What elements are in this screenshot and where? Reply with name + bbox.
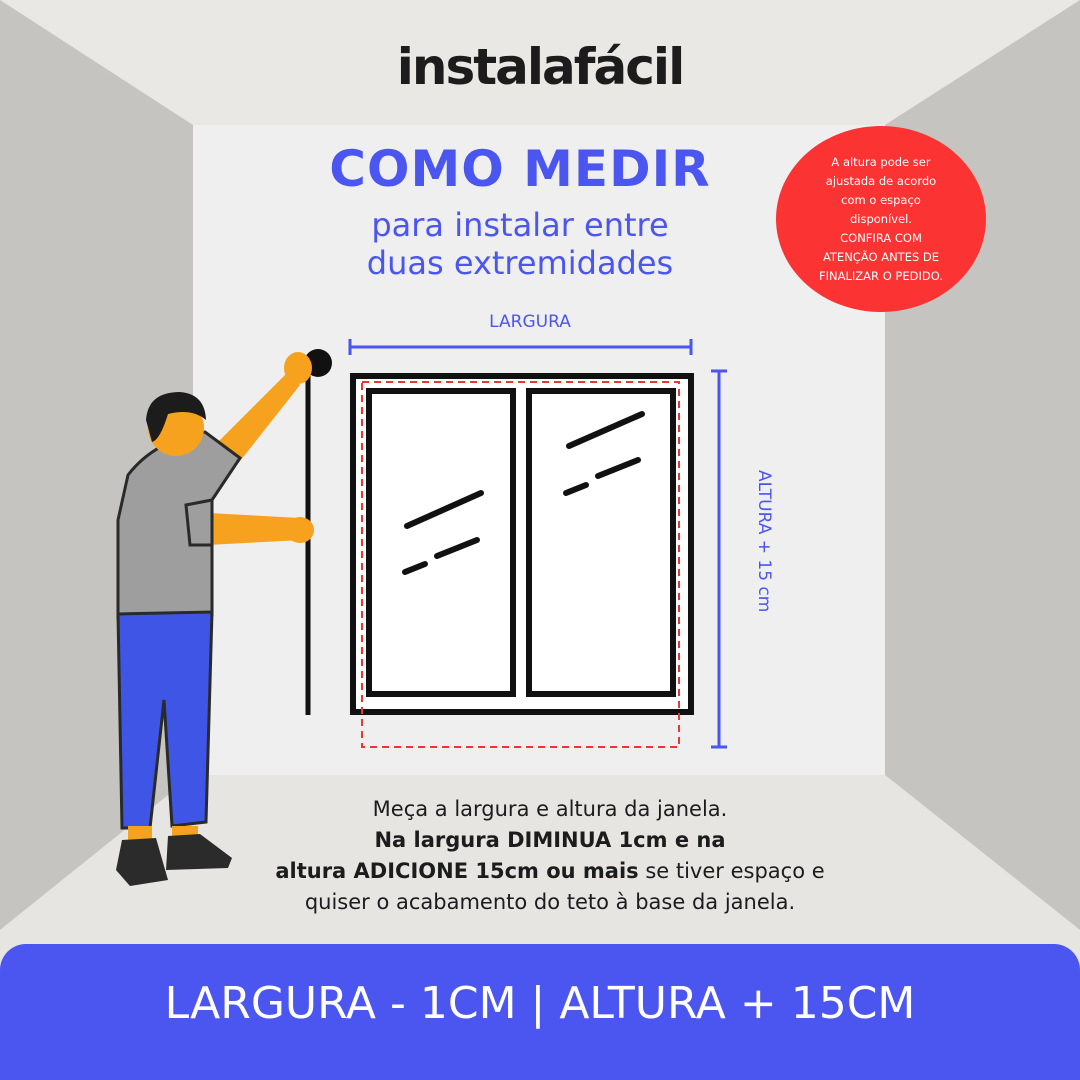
raised-hand — [284, 352, 312, 384]
page-subtitle — [290, 206, 750, 282]
instructions-text — [230, 794, 870, 918]
instruction-line — [230, 825, 870, 856]
instruction-line: quiser o acabamento do teto à base da janela. — [304, 890, 796, 914]
instruction-line: Meça a largura e altura da janela. — [372, 797, 728, 821]
footer-text: LARGURA - 1CM | ALTURA + 15CM — [164, 978, 916, 1029]
notice-line: ATENÇÃO ANTES DE — [822, 249, 940, 264]
notice-badge — [776, 126, 986, 312]
brand-logo: instalafácil — [396, 38, 684, 96]
notice-line: A altura pode ser — [831, 154, 931, 169]
instruction-bold: Na largura DIMINUA 1cm e na — [374, 828, 726, 852]
window-illustration — [353, 376, 691, 747]
lower-hand — [286, 517, 314, 543]
notice-line: disponível. — [849, 211, 913, 226]
window-pane-left — [369, 391, 513, 694]
notice-line: CONFIRA COM — [840, 230, 922, 245]
subtitle-line: para instalar entre — [371, 206, 669, 244]
page-title: COMO MEDIR — [329, 140, 711, 198]
subtitle-line: duas extremidades — [366, 244, 674, 282]
notice-line: com o espaço — [841, 192, 921, 207]
notice-line: FINALIZAR O PEDIDO. — [819, 268, 943, 283]
window-pane-right — [529, 391, 673, 694]
instruction-regular: se tiver espaço e — [638, 859, 825, 883]
instruction-bold: altura ADICIONE 15cm ou mais — [275, 859, 639, 883]
width-label: LARGURA — [489, 312, 571, 332]
notice-line: ajustada de acordo — [825, 173, 937, 188]
instruction-line — [230, 856, 870, 887]
height-label: ALTURA + 15 cm — [754, 470, 774, 613]
